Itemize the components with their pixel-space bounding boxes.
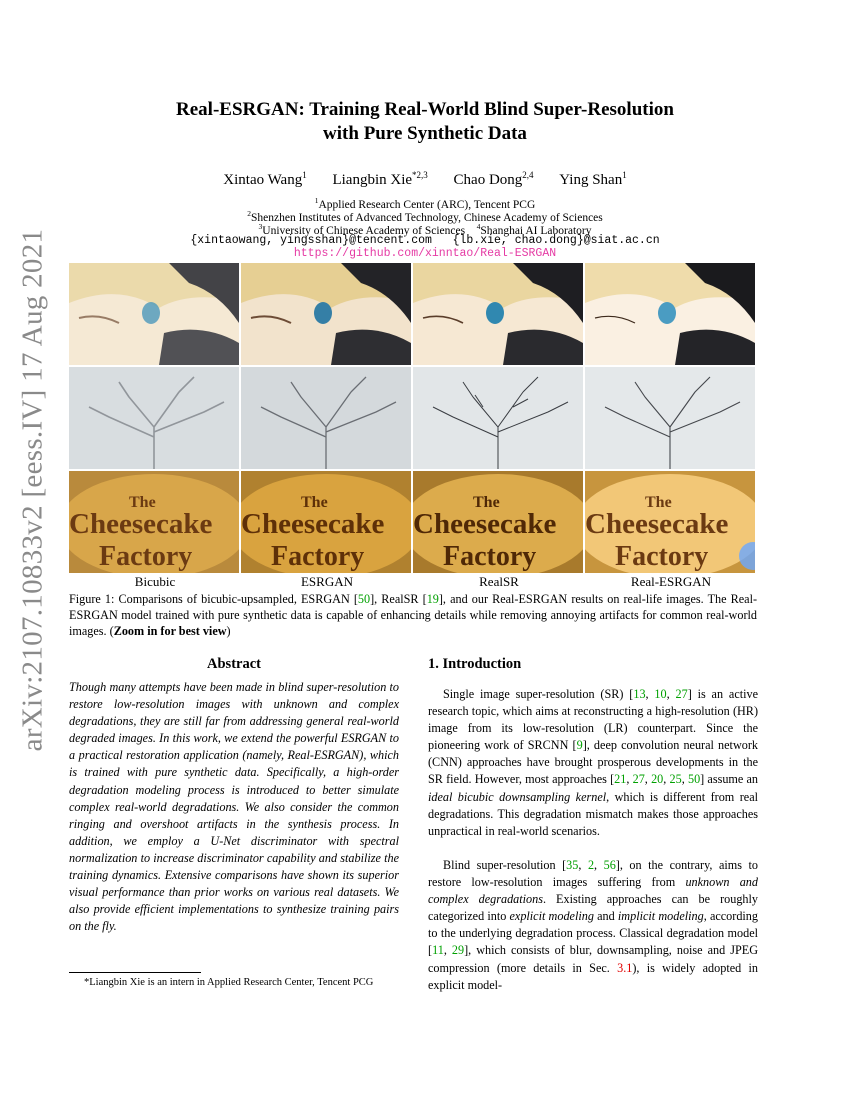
sign-text-mid: Cheesecake — [69, 508, 213, 540]
sign-text-top: The — [473, 494, 500, 511]
figure-caption: Figure 1: Comparisons of bicubic-upsampled, ESRGAN [50], RealSR [19], and our Real-ESRGAN results on real-life images. The Real-ESRGAN model trained with pure synthetic data is capable of enhancing details while removing annoying artifacts for common real-world images. (Zoom in for best view) — [69, 592, 758, 638]
abstract-heading: Abstract — [207, 656, 261, 672]
citation-link[interactable]: 25 — [669, 772, 682, 787]
label-real-esrgan: Real-ESRGAN — [630, 574, 712, 589]
figure-panel-sign-bicubic — [69, 471, 239, 573]
affiliation-1: $^1$Applied Research Center (ARC), Tencent PCG — [314, 196, 536, 211]
citation-link[interactable]: 27 — [632, 772, 645, 787]
sign-text-mid: Cheesecake — [241, 508, 385, 540]
sign-image — [413, 471, 583, 573]
figure-panel-anime-esrgan — [241, 263, 411, 365]
figure-panel-tree-bicubic — [69, 367, 239, 469]
section-link[interactable]: 3.1 — [617, 960, 633, 975]
figure-panel-anime-bicubic — [69, 263, 239, 365]
figure-panel-anime-realsr — [413, 263, 583, 365]
footnote: *Liangbin Xie is an intern in Applied Research Center, Tencent PCG — [84, 977, 374, 988]
affiliation-3-4: $^3$University of Chinese Academy of Sciences $^4$Shanghai AI Laboratory — [258, 222, 592, 237]
abstract-text: Though many attempts have been made in blind super-resolution to restore low-resolution images with unknown and complex degradations, they are still far from addressing general real-world degraded images. In this work, we extend the powerful ESRGAN to a practical restoration application (namely, Real-ESRGAN), which is trained with pure synthetic data. Specifically, a high-order degradation modeling process is introduced to better simulate complex real-world degradations. We also consider the common ringing and overshoot artifacts in the synthesis process. In addition, we employ a U-Net discriminator with spectral normalization to increase discriminator capability and stabilize the training dynamics. Extensive comparisons have shown its superior visual performance than prior works on various real datasets. We also provide efficient implementations to synthesize training pairs on the fly. — [69, 680, 399, 934]
author-emails: {xintaowang, yingsshan}@tencent.com {lb.xie, chao.dong}@siat.ac.cn — [190, 234, 660, 247]
citation-link[interactable]: 21 — [614, 772, 627, 787]
figure-panel-sign-realsr — [413, 471, 583, 573]
figure-panel-sign-esrgan — [241, 471, 411, 573]
footnote-divider — [69, 972, 201, 973]
arxiv-id: arXiv:2107.10833v2 [eess.IV] 17 Aug 2021 — [16, 228, 49, 752]
sign-image — [585, 471, 755, 573]
figure-panel-sign-realesrgan — [585, 471, 755, 573]
sign-text-bottom: Factory — [271, 541, 365, 572]
section-heading-introduction: 1. Introduction — [428, 656, 522, 672]
citation-link[interactable]: 50 — [687, 772, 701, 787]
figure-panel-anime-realesrgan — [585, 263, 755, 365]
citation-link[interactable]: 9 — [576, 738, 583, 753]
anime-image — [585, 263, 755, 365]
citation-link[interactable]: 10 — [654, 687, 667, 701]
citation-link[interactable]: 50 — [357, 592, 371, 606]
repo-link[interactable]: https://github.com/xinntao/Real-ESRGAN — [293, 247, 557, 260]
label-bicubic: Bicubic — [134, 574, 176, 589]
sign-image — [241, 471, 411, 573]
anime-image — [69, 263, 239, 365]
citation-link[interactable]: 35 — [566, 858, 579, 872]
author-2: Liangbin Xie$^{*2,3}$ — [332, 170, 428, 188]
figure-panel-tree-esrgan — [241, 367, 411, 469]
citation-link[interactable]: 2 — [587, 858, 595, 872]
citation-link[interactable]: 20 — [651, 772, 664, 787]
tree-image — [69, 367, 239, 469]
citation-link[interactable]: 19 — [426, 592, 439, 606]
sign-text-top: The — [129, 494, 156, 511]
label-esrgan: ESRGAN — [300, 574, 353, 589]
tree-image — [413, 367, 583, 469]
citation-link[interactable]: 56 — [603, 858, 616, 872]
figure-1 — [69, 263, 757, 575]
author-3: Chao Dong$^{2,4}$ — [453, 170, 534, 188]
author-4: Ying Shan$^1$ — [559, 170, 627, 188]
sign-text-top: The — [301, 494, 328, 511]
intro-paragraph-1: Single image super-resolution (SR) [13, 10, 27] is an active research topic, which aims at reconstructing a high-resolution (HR) image from its low-resolution (LR) counterpart. Since the pioneering work of SRCNN [9], deep convolution neural network (CNN) approaches have brought prosperous developments in the SR field. However, most approaches [21, 27, 20, 25, 50] assume an ideal bicubic downsampling kernel, which is different from real degradations. This degradation mismatch makes those approaches unpractical in real-world scenarios. — [428, 687, 759, 838]
sign-text-bottom: Factory — [99, 541, 193, 572]
sign-image — [69, 471, 239, 573]
anime-image — [241, 263, 411, 365]
figure-panel-tree-realesrgan — [585, 367, 755, 469]
author-list — [90, 170, 760, 189]
title-line-1: Real-ESRGAN: Training Real-World Blind Super-Resolution — [176, 99, 674, 120]
label-realsr: RealSR — [479, 574, 519, 589]
paper-title — [90, 98, 760, 146]
figure-column-labels — [69, 574, 757, 590]
title-line-2: with Pure Synthetic Data — [323, 123, 527, 144]
citation-link[interactable]: 29 — [451, 943, 465, 958]
figure-panel-tree-realsr — [413, 367, 583, 469]
tree-image — [585, 367, 755, 469]
citation-link[interactable]: 27 — [675, 687, 688, 701]
author-1: Xintao Wang$^1$ — [223, 170, 307, 188]
sign-text-bottom: Factory — [443, 541, 537, 572]
sign-text-mid: Cheesecake — [585, 508, 729, 540]
tree-image — [241, 367, 411, 469]
sign-text-top: The — [645, 494, 672, 511]
citation-link[interactable]: 11 — [432, 943, 444, 958]
anime-image — [413, 263, 583, 365]
affiliation-2: $^2$Shenzhen Institutes of Advanced Technology, Chinese Academy of Sciences — [247, 209, 603, 224]
sign-text-mid: Cheesecake — [413, 508, 557, 540]
arxiv-side-stamp — [12, 228, 54, 752]
citation-link[interactable]: 13 — [633, 687, 646, 701]
intro-paragraph-2: Blind super-resolution [35, 2, 56], on the contrary, aims to restore low-resolution images suffering from unknown and complex degradations. Existing approaches can be roughly categorized into explicit modeling and implicit modeling, according to the underlying degradation process. Classical degradation model [11, 29], which consists of blur, downsampling, noise and JPEG compression (more details in Sec. 3.1), is widely adopted in explicit model- — [428, 858, 758, 992]
sign-text-bottom: Factory — [615, 541, 709, 572]
